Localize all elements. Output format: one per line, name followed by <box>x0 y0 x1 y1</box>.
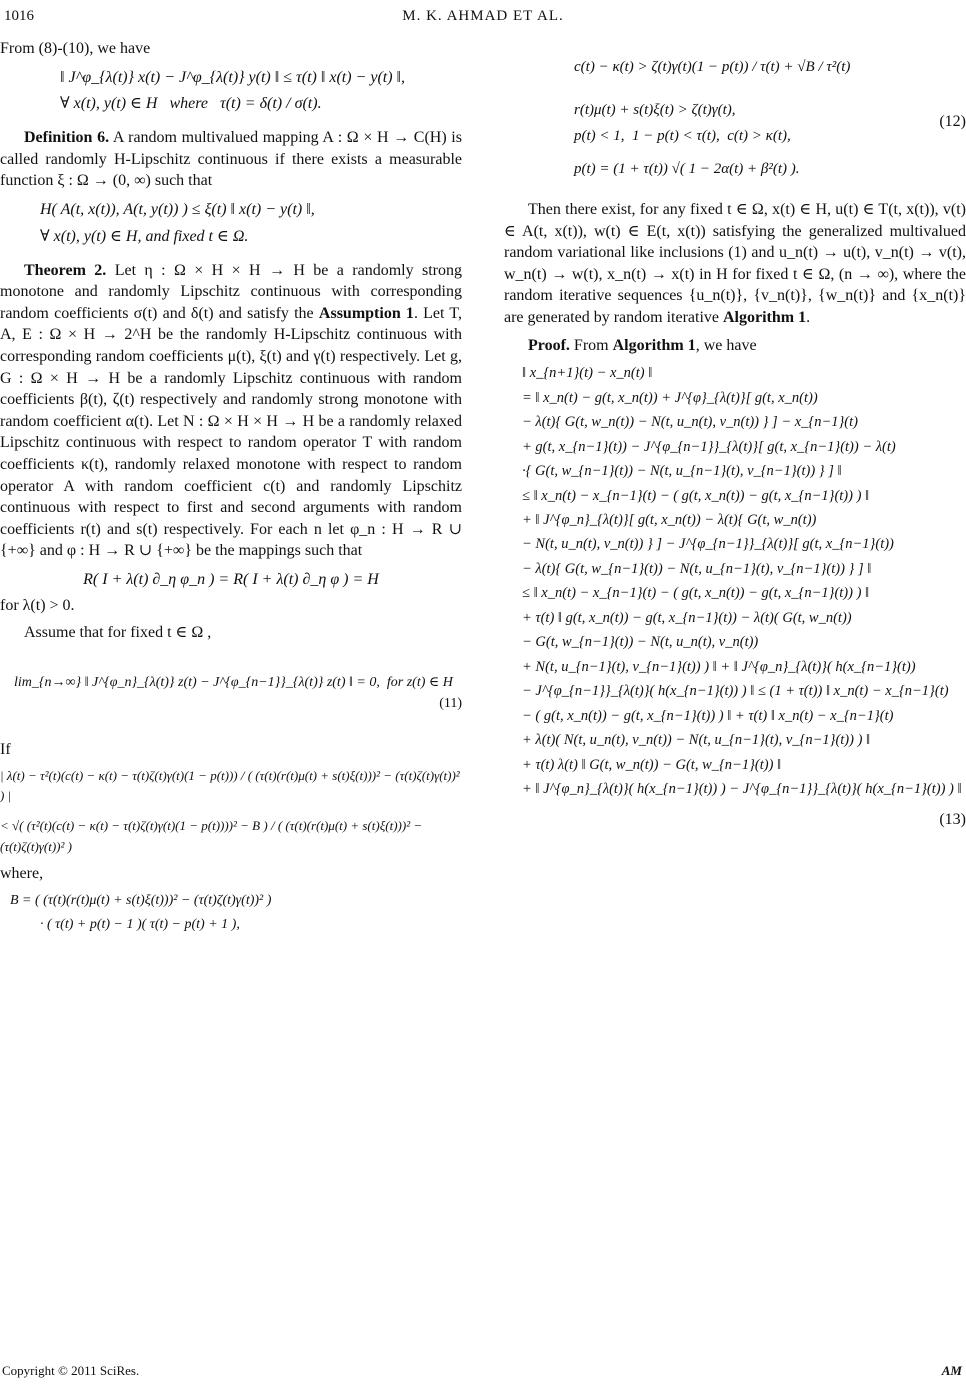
assumption-ref: Assumption 1 <box>318 304 414 322</box>
theorem-label: Theorem 2. <box>24 261 107 279</box>
page-number: 1016 <box>4 8 34 24</box>
then-end: . <box>806 308 811 326</box>
if-text: If <box>0 740 11 758</box>
derivation-line: + τ(t) λ(t) ‖ G(t, w_n(t)) − G(t, w_{n−1}(t)) ‖ <box>522 756 782 773</box>
equation-B-line1: B = ( (τ(t)(r(t)μ(t) + s(t)ξ(t)))² − (τ(t)ζ(t)γ(t))² ) <box>10 893 272 909</box>
derivation-line: = ‖ x_n(t) − g(t, x_n(t)) + J^{φ}_{λ(t)}[ g(t, x_n(t)) <box>522 389 818 406</box>
equation-13-number: (13) <box>939 810 966 828</box>
derivation-line: + λ(t)( N(t, u_n(t), v_n(t)) − N(t, u_{n−1}(t), v_{n−1}(t)) ) ‖ <box>522 732 871 749</box>
left-column <box>0 38 462 938</box>
derivation-line: + N(t, u_{n−1}(t), v_{n−1}(t)) ) ‖ + ‖ J^{φ_n}_{λ(t)}( h(x_{n−1}(t)) <box>522 658 916 675</box>
derivation-line: − G(t, w_{n−1}(t)) − N(t, u_n(t), v_n(t)) <box>522 634 759 651</box>
equation-hausdorff: H( A(t, x(t)), A(t, y(t)) ) ≤ ξ(t) ‖ x(t) − y(t) ‖, <box>40 200 315 218</box>
system-line-4: p(t) = (1 + τ(t)) √( 1 − 2α(t) + β²(t) ). <box>574 160 800 177</box>
theorem-text-cont: . Let T, A, E : Ω × H → 2^H be the randomly H-Lipschitz continuous with corresponding random coefficients μ(t), ξ(t) and γ(t) respectively. Let g, G : Ω × H → H be a randomly Lipschitz continuous with random coefficients β(t), ζ(t) respectively and randomly strong monotone with random coefficient α(t). Let N : Ω × H × H → H be a randomly relaxed Lipschitz continuous with respect to random operator T with random coefficients κ(t), randomly relaxed monotone with respect to random operator A with random coefficient c(t) and randomly Lipschitz continuous with respect to first and second arguments with random coefficients r(t) and s(t) respectively. For each n let φ_n : H → R ∪ {+∞} and φ : H → R ∪ {+∞} be the mappings such that <box>0 304 463 560</box>
assume-text: Assume that for fixed t ∈ Ω , <box>24 624 212 642</box>
system-line-1: c(t) − κ(t) > ζ(t)γ(t)(1 − p(t)) / τ(t) + √B / τ²(t) <box>574 59 851 75</box>
definition-text: A random multivalued mapping A : Ω × H → C(H) is called randomly H-Lipschitz continuous if there exists a measurable function ξ : Ω → (0, ∞) such that <box>0 129 462 190</box>
equation-forall-fixed: ∀ x(t), y(t) ∈ H, and fixed t ∈ Ω. <box>40 227 249 245</box>
derivation-line: + τ(t) ‖ g(t, x_n(t)) − g(t, x_{n−1}(t)) − λ(t)( G(t, w_n(t)) <box>522 609 852 626</box>
where-text: where, <box>0 864 44 882</box>
derivation-line: ·{ G(t, w_{n−1}(t)) − N(t, u_{n−1}(t), v_{n−1}(t)) } ] ‖ <box>522 463 842 480</box>
system-line-2: r(t)μ(t) + s(t)ξ(t) > ζ(t)γ(t), <box>574 102 736 119</box>
then-paragraph <box>504 199 966 329</box>
derivation-line: − J^{φ_{n−1}}_{λ(t)}( h(x_{n−1}(t)) ) ‖ ≤ (1 + τ(t)) ‖ x_n(t) − x_{n−1}(t) <box>522 683 949 700</box>
proof-paragraph <box>504 335 966 357</box>
equation-range: R( I + λ(t) ∂_η φ_n ) = R( I + λ(t) ∂_η φ ) = H <box>83 570 379 588</box>
derivation <box>522 362 966 800</box>
proof-text: From <box>573 336 609 354</box>
equation-condition-rhs: < √( (τ²(t)(c(t) − κ(t) − τ(t)ζ(t)γ(t)(1 − p(t))))² − B ) / ( (τ(t)(r(t)μ(t) + s(t)ξ(t)))² − (τ(t)ζ(t)γ(t))² ) <box>0 818 423 854</box>
equation-B-line2: · ( τ(t) + p(t) − 1 )( τ(t) − p(t) + 1 ), <box>40 917 240 933</box>
page-footer <box>0 1362 966 1382</box>
derivation-line: + g(t, x_{n−1}(t)) − J^{φ_{n−1}}_{λ(t)}[ g(t, x_{n−1}(t)) − λ(t) <box>522 438 896 455</box>
running-title: M. K. AHMAD ET AL. <box>402 8 564 24</box>
for-lambda-text: for λ(t) > 0. <box>0 596 75 614</box>
page-header <box>0 6 966 30</box>
derivation-line: ≤ ‖ x_n(t) − x_{n−1}(t) − ( g(t, x_n(t)) − g(t, x_{n−1}(t)) ) ‖ <box>522 487 870 504</box>
system-line-3-row <box>504 112 966 148</box>
derivation-line: ≤ ‖ x_n(t) − x_{n−1}(t) − ( g(t, x_n(t)) − g(t, x_{n−1}(t)) ) ‖ <box>522 585 870 602</box>
derivation-line: − N(t, u_n(t), v_n(t)) } ] − J^{φ_{n−1}}_{λ(t)}[ g(t, x_{n−1}(t)) <box>522 536 894 553</box>
derivation-line: − λ(t){ G(t, w_n(t)) − N(t, u_n(t), v_n(t)) } ] − x_{n−1}(t) <box>522 414 858 431</box>
theorem-text: Let η : Ω × H × H → H be a randomly strong monotone and randomly Lipschitz continuous with corresponding random coefficients σ(t) and δ(t) and satisfy the <box>0 261 462 322</box>
equation-J-lipschitz: ‖ J^φ_{λ(t)} x(t) − J^φ_{λ(t)} y(t) ‖ ≤ τ(t) ‖ x(t) − y(t) ‖, <box>60 68 406 86</box>
derivation-line: + ‖ J^{φ_n}_{λ(t)}( h(x_{n−1}(t)) ) − J^{φ_{n−1}}_{λ(t)}( h(x_{n−1}(t)) ) ‖ <box>522 781 962 798</box>
equation-11-number: (11) <box>439 696 462 712</box>
right-column <box>504 38 966 830</box>
derivation-line: − λ(t){ G(t, w_{n−1}(t)) − N(t, u_{n−1}(t), v_{n−1}(t)) } ] ‖ <box>522 560 872 577</box>
equation-forall: ∀ x(t), y(t) ∈ H where τ(t) = δ(t) / σ(t). <box>60 95 322 113</box>
journal-abbrev: AM <box>941 1363 962 1378</box>
proof-label: Proof. <box>528 336 570 354</box>
equation-12-system <box>504 38 966 181</box>
derivation-line: − ( g(t, x_n(t)) − g(t, x_{n−1}(t)) ) ‖ + τ(t) ‖ x_n(t) − x_{n−1}(t) <box>522 707 894 724</box>
theorem-2 <box>0 260 462 562</box>
then-text: Then there exist, for any fixed t ∈ Ω, x(t) ∈ H, u(t) ∈ T(t, x(t)), v(t) ∈ A(t, x(t)), w(t) ∈ E(t, x(t)) satisfying the generalized multivalued random variational like inclusions (1) and u_n(t) → u(t), v_n(t) → v(t), w_n(t) → w(t), x_n(t) → x(t) in H for fixed t ∈ Ω, (n → ∞), where the random iterative sequences {u_n(t)}, {v_n(t)}, {w_n(t)} and {x_n(t)} are generated by random iterative <box>504 201 966 326</box>
system-line-3: p(t) < 1, 1 − p(t) < τ(t), c(t) > κ(t), <box>574 127 791 144</box>
proof-text-end: , we have <box>695 336 757 354</box>
copyright: Copyright © 2011 SciRes. <box>2 1363 140 1378</box>
equation-12-number: (12) <box>939 112 966 130</box>
equation-11-body: lim_{n→∞} ‖ J^{φ_n}_{λ(t)} z(t) − J^{φ_{n−1}}_{λ(t)} z(t) ‖ = 0, for z(t) ∈ H <box>14 674 453 690</box>
equation-condition-lhs: | λ(t) − τ²(t)(c(t) − κ(t) − τ(t)ζ(t)γ(t)(1 − p(t))) / ( (τ(t)(r(t)μ(t) + s(t)ξ(t)))² − (τ(t)ζ(t)γ(t))² ) | <box>0 768 460 804</box>
definition-label: Definition 6. <box>24 129 110 147</box>
proof-algorithm-ref: Algorithm 1 <box>612 336 696 354</box>
derivation-line: ‖ x_{n+1}(t) − x_n(t) ‖ <box>522 365 653 382</box>
equation-11 <box>0 650 462 737</box>
definition-6 <box>0 127 462 192</box>
derivation-line: + ‖ J^{φ_n}_{λ(t)}[ g(t, x_n(t)) − λ(t){ G(t, w_n(t)) <box>522 511 817 528</box>
algorithm-ref: Algorithm 1 <box>723 308 807 326</box>
intro-text: From (8)-(10), we have <box>0 40 151 57</box>
